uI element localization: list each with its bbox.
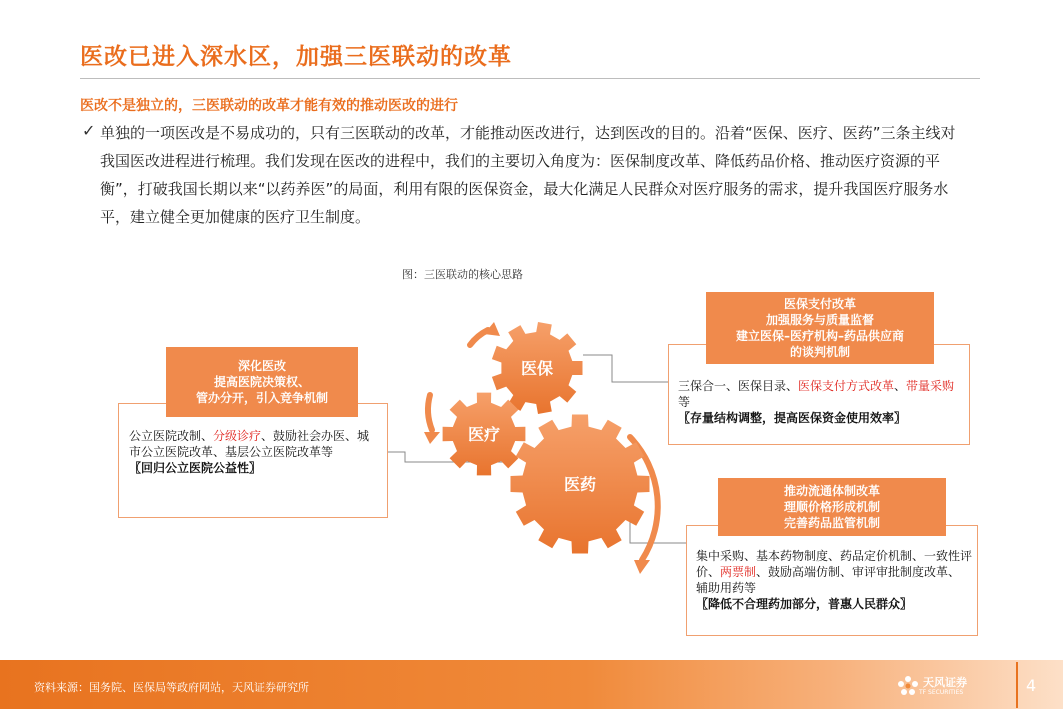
top-right-content-highlight-1: 医保支付方式改革 [798,379,895,393]
left-content [129,428,377,476]
body-paragraph: 单独的一项医改是不易成功的，只有三医联动的改革，才能推动医改进行，达到医改的目的。沿着“医保、医疗、医药”三条主线对我国医改进程进行梳理。我们发现在医改的进程中，我们的主要切入角度为：医保制度改革、降低药品价格、推动医疗资源的平衡”，打破我国长期以来“以药养医”的局面，利用有限的医保资金，最大化满足人民群众对医疗服务的需求，提升我国医疗服务水平，建立健全更加健康的医疗卫生制度。 [100,124,956,226]
left-content-text-b: 、鼓励社会办医、城市公立医院改革、基层公立医院改革等 [129,429,370,459]
check-icon: ✓ [82,121,96,140]
arrow-left-icon [424,432,440,444]
top-right-conclusion: 〖存量结构调整，提高医保资金使用效率〗 [678,411,907,425]
logo-name: 天风证券 [923,675,967,689]
left-conclusion: 〖回归公立医院公益性〗 [129,461,262,475]
gear-label-yibao: 医保 [520,359,554,378]
bottom-right-content-text-b: 、鼓励高端仿制、审评审批制度改革、辅助用药等 [696,565,961,595]
arc-top [470,330,488,345]
top-right-header-line-2: 加强服务与质量监督 [765,313,874,327]
bottom-right-header-line-3: 完善药品监管机制 [783,516,880,530]
left-header-line-3: 管办分开，引入竞争机制 [195,391,328,405]
left-header-line-1: 深化医改 [237,359,286,373]
top-right-header-line-1: 医保支付改革 [783,297,856,311]
top-right-header-line-4: 的谈判机制 [789,345,850,359]
page-number: 4 [1026,676,1037,695]
bottom-right-header-line-1: 推动流通体制改革 [783,484,880,498]
bottom-right-content-highlight: 两票制 [720,565,757,579]
arrow-right-icon [634,560,650,574]
page-number-divider [1016,662,1018,708]
bottom-right-content-text-a: 集中采购、基本药物制度、药品定价机制、一致性评价、 [696,549,973,579]
top-right-content-highlight-2: 带量采购 [906,379,955,393]
connector-top-right [583,355,668,382]
page-subtitle: 医改不是独立的，三医联动的改革才能有效的推动医改的进行 [80,98,458,114]
top-right-content-text-b: 等 [678,395,691,409]
logo-subtitle: TF SECURITIES [919,688,964,696]
bottom-right-content [696,548,972,612]
top-right-content-text-a: 三保合一、医保目录、 [678,379,799,393]
top-right-header-box [706,292,934,364]
top-right-content [678,378,962,426]
top-right-content-sep: 、 [894,379,907,393]
arc-left [428,395,432,430]
gear-label-yiyao: 医药 [563,475,597,494]
gear-label-yiliao: 医疗 [467,425,501,444]
flower-logo-icon [897,675,919,697]
figure-caption: 图：三医联动的核心思路 [402,268,523,281]
bottom-right-header-line-2: 理顺价格形成机制 [783,500,880,514]
bottom-right-header-box [718,478,946,536]
page-title: 医改已进入深水区，加强三医联动的改革 [80,44,512,70]
left-header-line-2: 提高医院决策权、 [213,375,310,389]
top-right-header-line-3: 建立医保–医疗机构–药品供应商 [735,329,904,343]
footer-source: 资料来源：国务院、医保局等政府网站，天风证券研究所 [34,681,309,694]
left-content-highlight: 分级诊疗 [213,429,262,443]
bottom-right-conclusion: 〖降低不合理药加部分，普惠人民群众〗 [696,597,913,611]
left-header-box [166,347,358,417]
company-logo [897,671,997,701]
left-content-text-a: 公立医院改制、 [129,429,214,443]
